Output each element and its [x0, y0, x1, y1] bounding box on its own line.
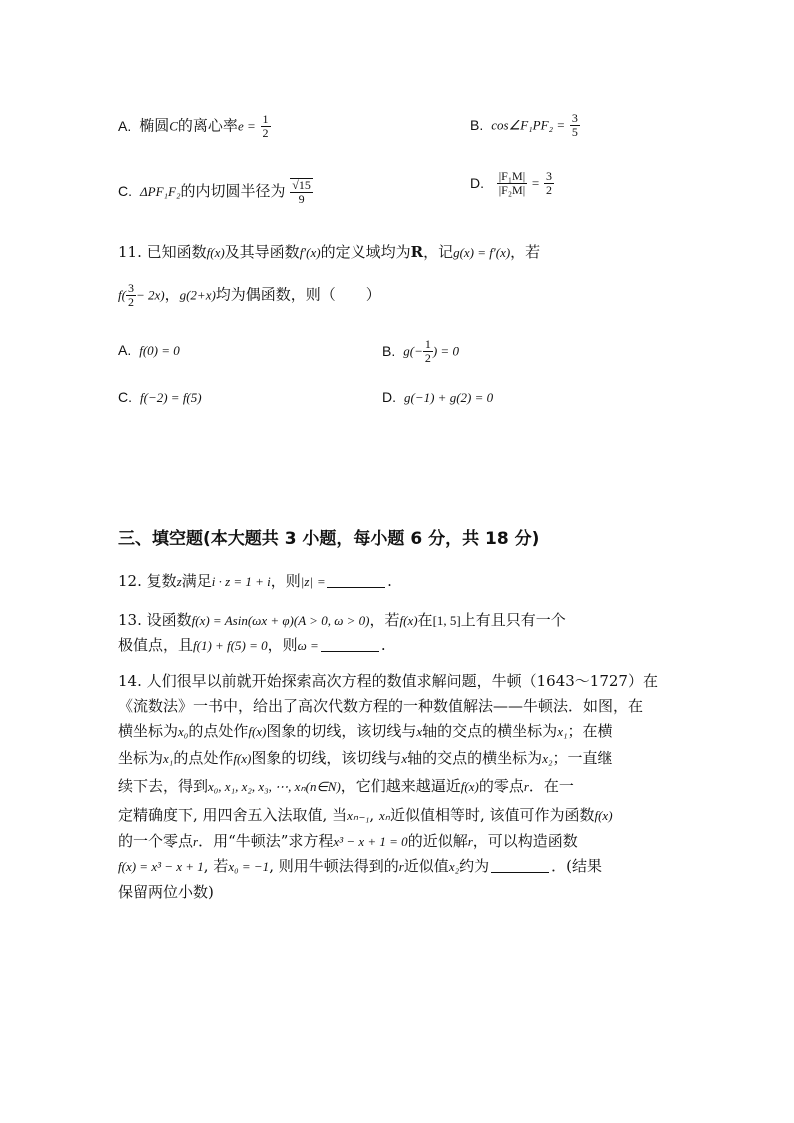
q11-stem-line-2: f( $\frac{3}{2}$ − 2x)，g(2+x)均为偶函数，则（ ）	[118, 281, 381, 309]
fraction: $\frac{3}{5}$	[571, 111, 578, 139]
q10-option-c: C. ΔPF₁F₂的内切圆半径为 $\frac{√15}{9}$	[118, 178, 311, 206]
q14-line-1: 14. 人们很早以前就开始探索高次方程的数值求解问题，牛顿（1643～1727）在	[118, 672, 658, 690]
fraction: $\frac{3}{2}$	[546, 169, 553, 197]
q14-line-6: 定精确度下, 用四舍五入法取值, 当xₙ₋₁, xₙ近似值相等时, 该值可作为函数f(x)	[118, 806, 613, 824]
answer-blank	[491, 858, 549, 873]
q11-option-b: B. g(− $\frac{1}{2}$ ) = 0	[382, 337, 459, 365]
option-label: D.	[470, 174, 484, 191]
q11-option-a: A. f(0) = 0	[118, 342, 180, 358]
answer-blank	[321, 637, 379, 652]
q10-option-d: D. $\frac{\text{|F₁M|}}{\text{|F₂M|}}$ = $\frac{3}{2}$	[470, 169, 553, 197]
q11-stem-line-1: 11. 已知函数f(x)及其导函数f′(x)的定义域均为R，记g(x) = f′(x)，若	[118, 243, 541, 261]
fraction: $\frac{√15}{9}$	[292, 178, 311, 206]
q14-line-7: 的一个零点r．用“牛顿法”求方程x³ − x + 1 = 0的近似解r，可以构造函数	[118, 832, 578, 850]
q14-line-2: 《流数法》一书中，给出了高次代数方程的一种数值解法——牛顿法．如图，在	[118, 697, 644, 715]
q14-line-8: f(x) = x³ − x + 1, 若x₀ = −1, 则用牛顿法得到的r近似值x₂约为 ．(结果	[118, 857, 602, 875]
q11-option-c: C. f(−2) = f(5)	[118, 389, 202, 405]
answer-blank	[327, 573, 385, 588]
q10-option-a: A. 椭圆C的离心率e = $\frac{1}{2}$	[118, 112, 269, 140]
q14-line-5: 续下去，得到x₀, x₁, x₂, x₃, ⋯, xₙ(n∈N)，它们越来越逼近f(x)的零点r．在一	[118, 777, 574, 795]
section-heading: 三、填空题(本大题共 3 小题，每小题 6 分，共 18 分)	[118, 529, 540, 549]
q10-option-b: B. cos∠F₁PF₂ = $\frac{3}{5}$	[470, 111, 578, 139]
q14-line-4: 坐标为x₁的点处作f(x)图象的切线，该切线与x轴的交点的横坐标为x₂；一直继	[118, 749, 613, 767]
option-label: B.	[382, 342, 396, 359]
option-label: A.	[118, 342, 132, 358]
fraction: $\frac{1}{2}$	[424, 337, 431, 365]
fraction: $\frac{\text{|F₁M|}}{\text{|F₂M|}}$	[498, 169, 526, 197]
q12: 12. 复数z满足i · z = 1 + i，则|z| = .	[118, 572, 392, 590]
fraction: $\frac{3}{2}$	[127, 281, 134, 309]
q13-line-2: 极值点，且f(1) + f(5) = 0，则ω = .	[118, 636, 386, 654]
q14-line-3: 横坐标为x₀的点处作f(x)图象的切线，该切线与x轴的交点的横坐标为x₁；在横	[118, 722, 613, 740]
q13-line-1: 13. 设函数f(x) = Asin(ωx + φ)(A > 0, ω > 0)，若f(x)在[1, 5]上有且只有一个	[118, 611, 566, 629]
q14-line-9: 保留两位小数)	[118, 883, 214, 901]
q11-option-d: D. g(−1) + g(2) = 0	[382, 389, 494, 405]
fraction: $\frac{1}{2}$	[262, 112, 269, 140]
option-label: C.	[118, 183, 132, 199]
option-label: D.	[382, 389, 396, 405]
option-label: C.	[118, 389, 132, 405]
option-label: B.	[470, 116, 484, 133]
option-label: A.	[118, 117, 132, 134]
